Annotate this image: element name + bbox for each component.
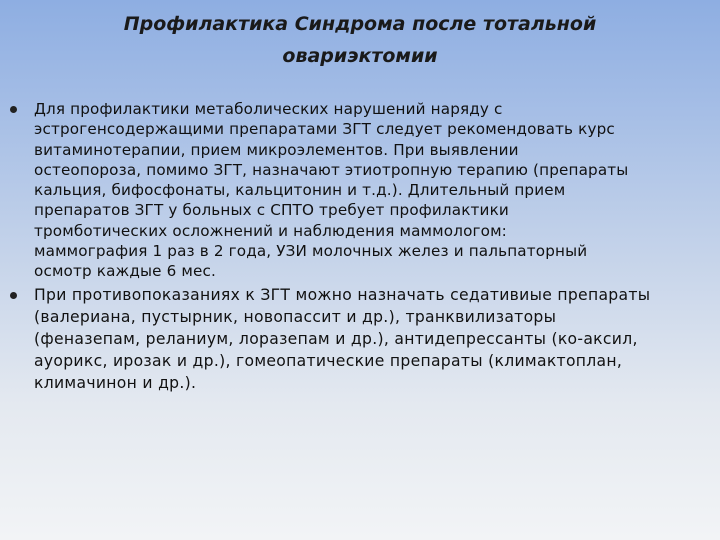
bullet-text-line: осмотр каждые 6 мес. bbox=[34, 262, 217, 281]
bullet-text-line: витаминотерапии, прием микроэлементов. При выявлении bbox=[34, 140, 519, 159]
bullet-text-line: (валериана, пустырник, новопассит и др.), транквилизаторы bbox=[34, 307, 557, 326]
bullet-item bbox=[8, 284, 704, 394]
title-line: овариэктомии bbox=[282, 45, 438, 67]
bullet-item bbox=[8, 99, 704, 282]
bullet-dot-icon bbox=[10, 292, 17, 299]
bullet-text-line: эстрогенсодержащими препаратами ЗГТ следует рекомендовать курс bbox=[34, 120, 615, 139]
bullet-text-line: маммография 1 раз в 2 года, УЗИ молочных желез и пальпаторный bbox=[34, 242, 588, 261]
bullet-text-line: ауорикс, ирозак и др.), гомеопатические препараты (климактоплан, bbox=[34, 351, 623, 370]
bullet-text-line: Для профилактики метаболических нарушений наряду с bbox=[34, 100, 503, 118]
bullet-text-line: (феназепам, реланиум, лоразепам и др.), антидепрессанты (ко-аксил, bbox=[34, 329, 638, 348]
bullet-dot-icon bbox=[10, 106, 17, 113]
bullet-text-line: препаратов ЗГТ у больных с СПТО требует профилактики bbox=[34, 201, 509, 220]
bullet-text-line: кальция, бифосфонаты, кальцитонин и т.д.). Длительный прием bbox=[34, 181, 566, 200]
title-line: Профилактика Синдрома после тотальной bbox=[123, 13, 597, 35]
slide-title bbox=[60, 8, 660, 72]
bullet-text-line: При противопоказаниях к ЗГТ можно назначать седативиые препараты bbox=[34, 285, 651, 304]
bullet-text-line: остеопороза, помимо ЗГТ, назначают этиотропную терапию (препараты bbox=[34, 160, 629, 179]
bullet-list bbox=[8, 99, 704, 394]
bullet-text-line: климачинон и др.). bbox=[34, 373, 197, 392]
bullet-text-line: тромботических осложнений и наблюдения маммологом: bbox=[34, 221, 507, 240]
